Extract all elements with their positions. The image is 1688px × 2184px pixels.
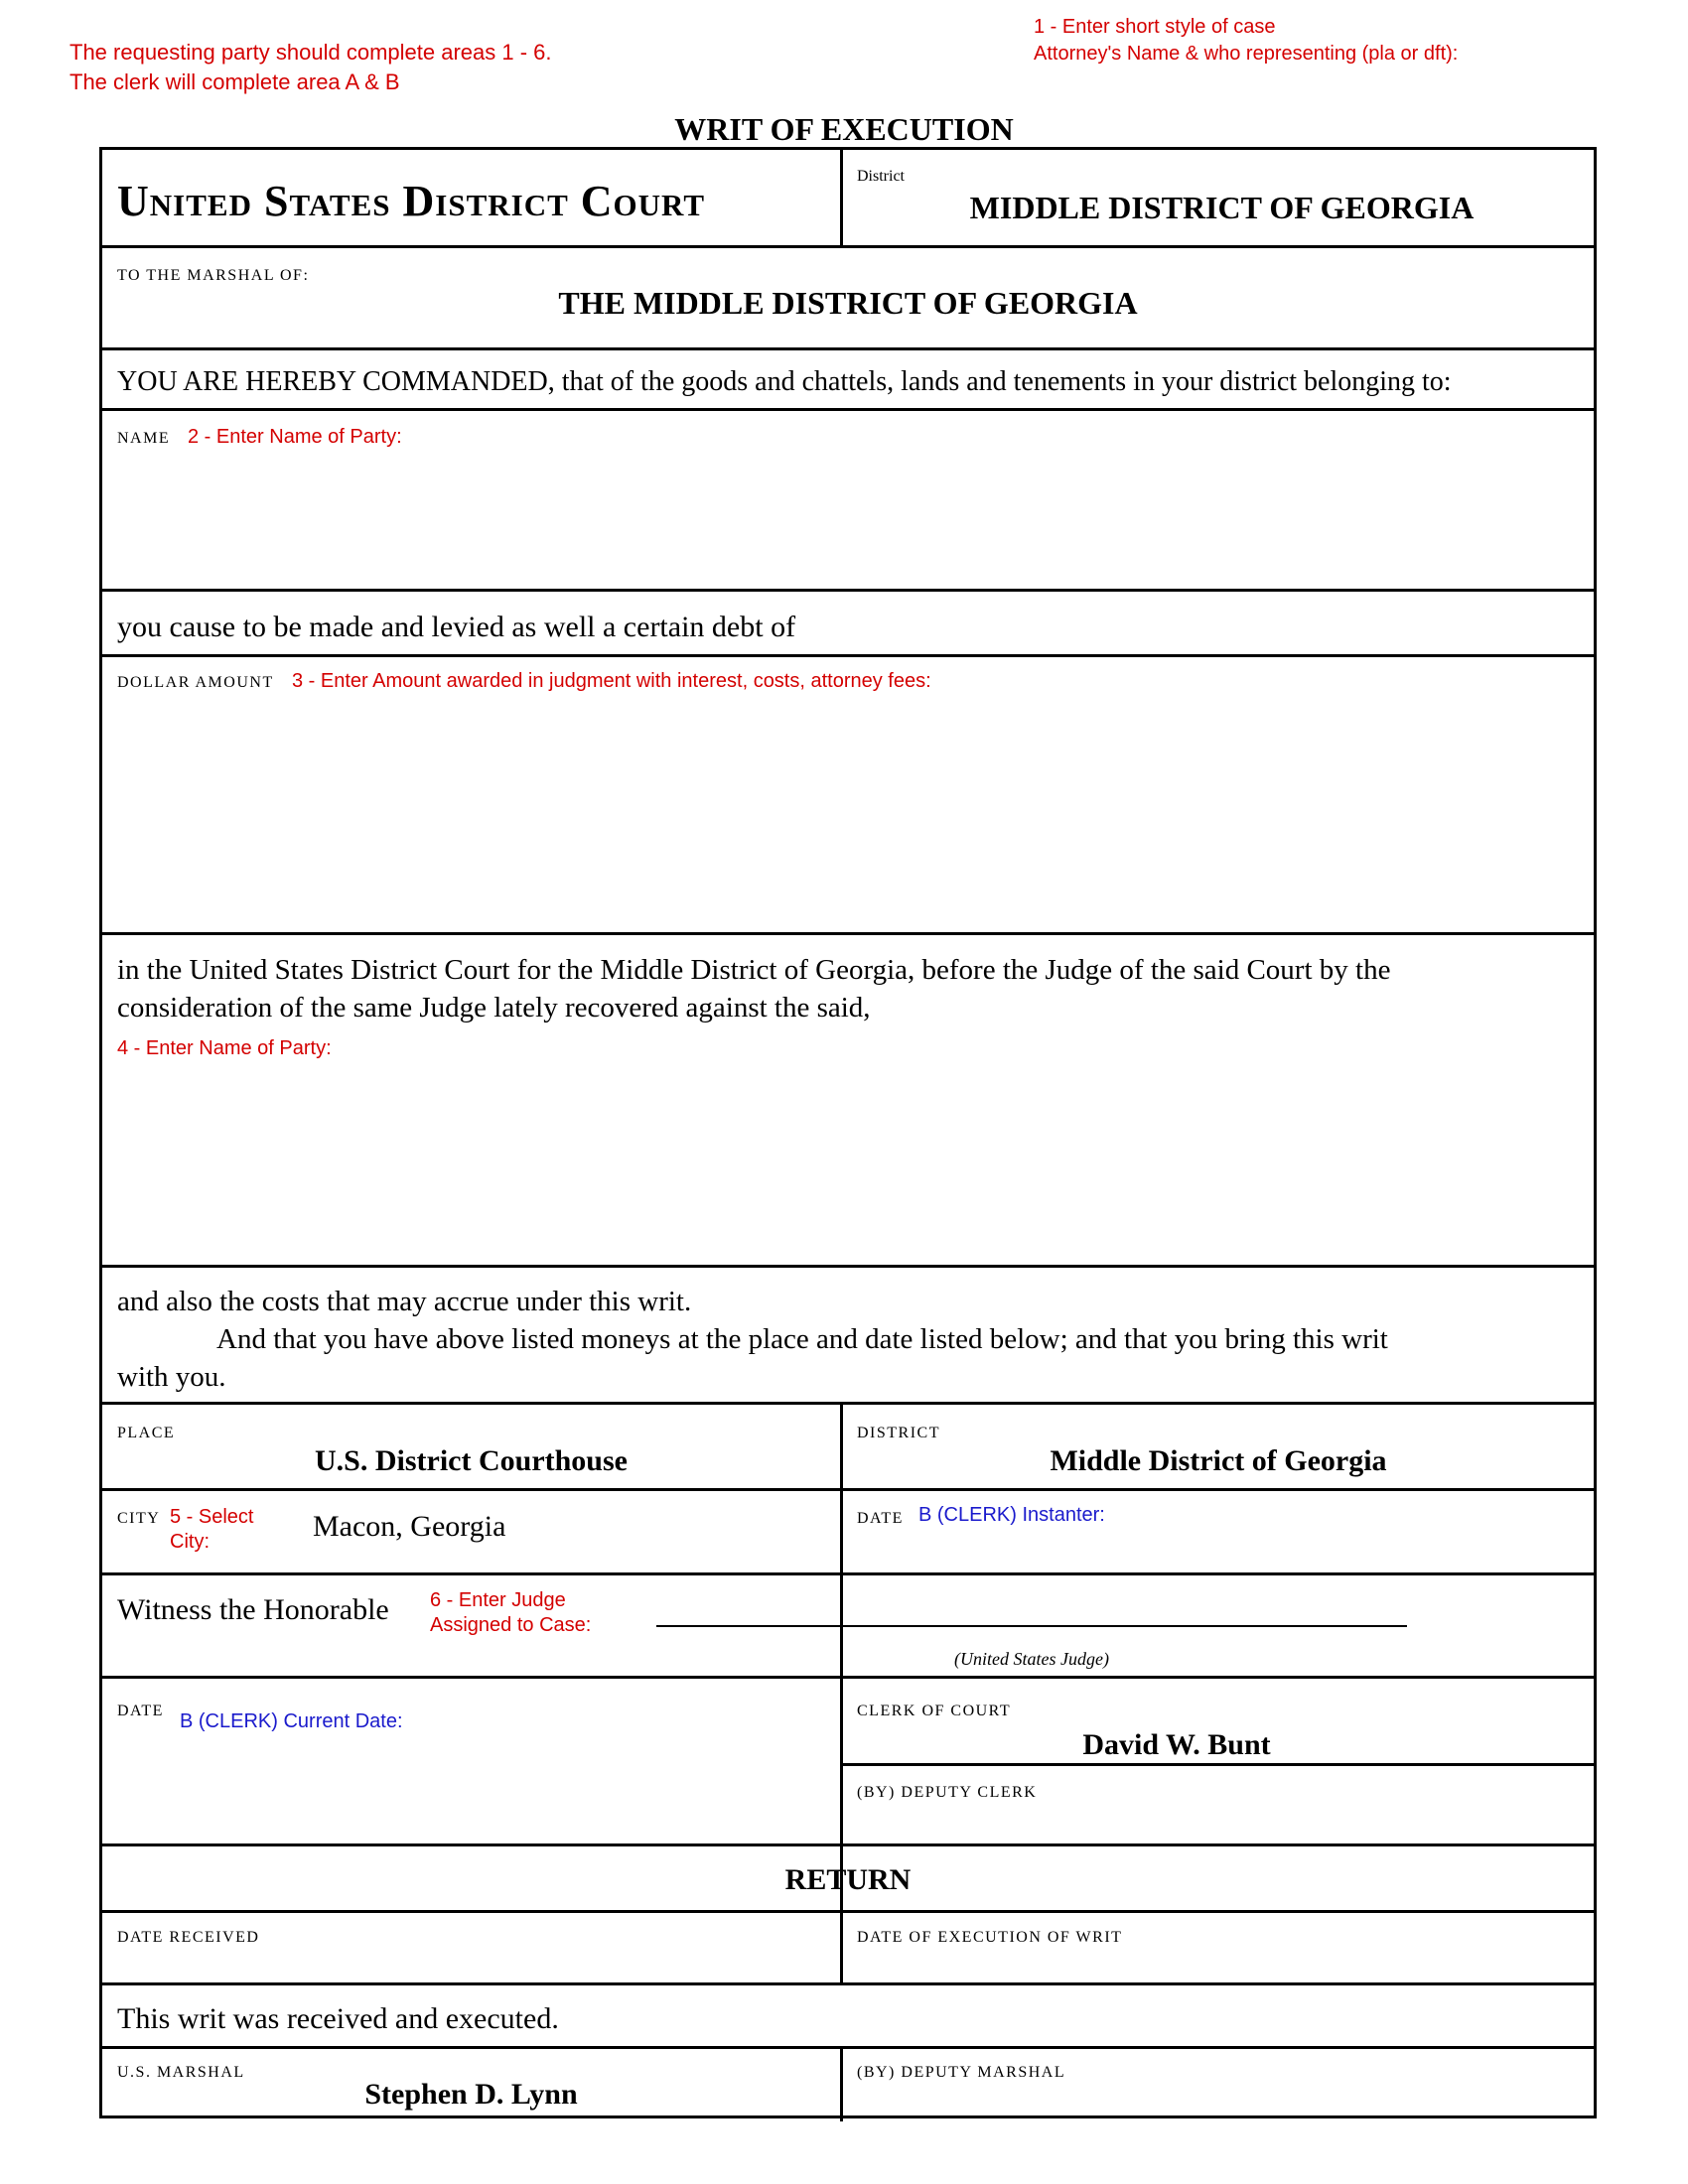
deputy-marshal-label: (BY) DEPUTY MARSHAL bbox=[857, 2064, 1066, 2081]
city-instruction-line1: 5 - Select bbox=[170, 1506, 254, 1528]
city-instruction-line2: City: bbox=[170, 1531, 210, 1553]
divider bbox=[102, 1265, 1594, 1268]
instruction-areas-1-6: The requesting party should complete areas 1 - 6. bbox=[70, 40, 552, 65]
party-name-instruction: 4 - Enter Name of Party: bbox=[117, 1037, 332, 1059]
divider bbox=[840, 2046, 843, 2121]
divider bbox=[102, 1572, 1594, 1575]
witness-text: Witness the Honorable bbox=[117, 1593, 389, 1626]
us-marshal-name: Stephen D. Lynn bbox=[364, 2078, 578, 2111]
divider bbox=[102, 1402, 1594, 1405]
divider bbox=[102, 1676, 1594, 1679]
divider bbox=[102, 1843, 1594, 1846]
place-label: PLACE bbox=[117, 1425, 176, 1441]
instruction-style-of-case: 1 - Enter short style of case bbox=[1034, 16, 1276, 38]
city-label: CITY bbox=[117, 1510, 161, 1527]
divider bbox=[102, 245, 1594, 248]
witness-instruction-line1: 6 - Enter Judge bbox=[430, 1589, 566, 1611]
costs-text-line2: And that you have above listed moneys at the place and date listed below; and that you bring this writ bbox=[216, 1323, 1388, 1355]
dollar-amount-instruction: 3 - Enter Amount awarded in judgment with interest, costs, attorney fees: bbox=[292, 670, 931, 692]
divider bbox=[840, 1763, 1594, 1766]
divider bbox=[102, 1488, 1594, 1491]
instruction-areas-a-b: The clerk will complete area A & B bbox=[70, 69, 400, 94]
marshal-value: THE MIDDLE DISTRICT OF GEORGIA bbox=[558, 285, 1138, 321]
divider bbox=[102, 347, 1594, 350]
date-execution-label: DATE OF EXECUTION OF WRIT bbox=[857, 1929, 1123, 1946]
place-district-label: DISTRICT bbox=[857, 1425, 940, 1441]
court-text-line1: in the United States District Court for the Middle District of Georgia, before the Judge of the said Court by the bbox=[117, 954, 1391, 986]
divider bbox=[102, 1982, 1594, 1985]
date-instruction: B (CLERK) Current Date: bbox=[180, 1710, 403, 1732]
divider bbox=[840, 1402, 843, 1943]
date-received-label: DATE RECEIVED bbox=[117, 1929, 260, 1946]
marshal-label: TO THE MARSHAL OF: bbox=[117, 267, 310, 284]
date-label: DATE bbox=[117, 1703, 164, 1719]
dollar-amount-field[interactable] bbox=[117, 704, 1577, 922]
city-value[interactable]: Macon, Georgia bbox=[313, 1510, 506, 1543]
divider bbox=[102, 932, 1594, 935]
name-label: NAME bbox=[117, 430, 171, 447]
deputy-clerk-label: (BY) DEPUTY CLERK bbox=[857, 1784, 1038, 1801]
place-district-value: Middle District of Georgia bbox=[1050, 1444, 1387, 1477]
divider bbox=[102, 654, 1594, 657]
place-value: U.S. District Courthouse bbox=[315, 1444, 628, 1477]
dollar-amount-label: DOLLAR AMOUNT bbox=[117, 674, 274, 691]
divider bbox=[840, 1910, 843, 1982]
divider bbox=[102, 589, 1594, 592]
court-name: United States District Court bbox=[117, 177, 706, 225]
clerk-name: David W. Bunt bbox=[1082, 1728, 1271, 1761]
party-name-field[interactable] bbox=[117, 458, 1577, 572]
city-date-instruction: B (CLERK) Instanter: bbox=[918, 1504, 1105, 1526]
clerk-label: CLERK OF COURT bbox=[857, 1703, 1012, 1719]
city-date-label: DATE bbox=[857, 1510, 904, 1527]
divider bbox=[102, 1910, 1594, 1913]
name-instruction: 2 - Enter Name of Party: bbox=[188, 426, 402, 448]
against-party-field[interactable] bbox=[117, 1067, 1577, 1246]
costs-text-line3: with you. bbox=[117, 1361, 226, 1393]
writ-form bbox=[99, 147, 1597, 2118]
return-title: RETURN bbox=[784, 1863, 912, 1896]
district-value: MIDDLE DISTRICT OF GEORGIA bbox=[969, 190, 1475, 225]
instruction-attorney-name: Attorney's Name & who representing (pla or dft): bbox=[1034, 43, 1459, 65]
divider bbox=[840, 150, 843, 245]
divider bbox=[102, 408, 1594, 411]
district-label: District bbox=[857, 168, 905, 185]
witness-instruction-line2: Assigned to Case: bbox=[430, 1614, 592, 1636]
commanded-text: YOU ARE HEREBY COMMANDED, that of the goods and chattels, lands and tenements in your district belonging to: bbox=[117, 366, 1452, 397]
debt-text: you cause to be made and levied as well a certain debt of bbox=[117, 611, 796, 643]
divider bbox=[102, 2046, 1594, 2049]
judge-signature-line[interactable] bbox=[656, 1625, 1407, 1627]
us-marshal-label: U.S. MARSHAL bbox=[117, 2064, 245, 2081]
witness-caption: (United States Judge) bbox=[954, 1649, 1109, 1669]
executed-text: This writ was received and executed. bbox=[117, 2002, 559, 2035]
document-title: WRIT OF EXECUTION bbox=[674, 111, 1014, 147]
costs-text-line1: and also the costs that may accrue under this writ. bbox=[117, 1286, 692, 1317]
court-text-line2: consideration of the same Judge lately recovered against the said, bbox=[117, 992, 871, 1024]
